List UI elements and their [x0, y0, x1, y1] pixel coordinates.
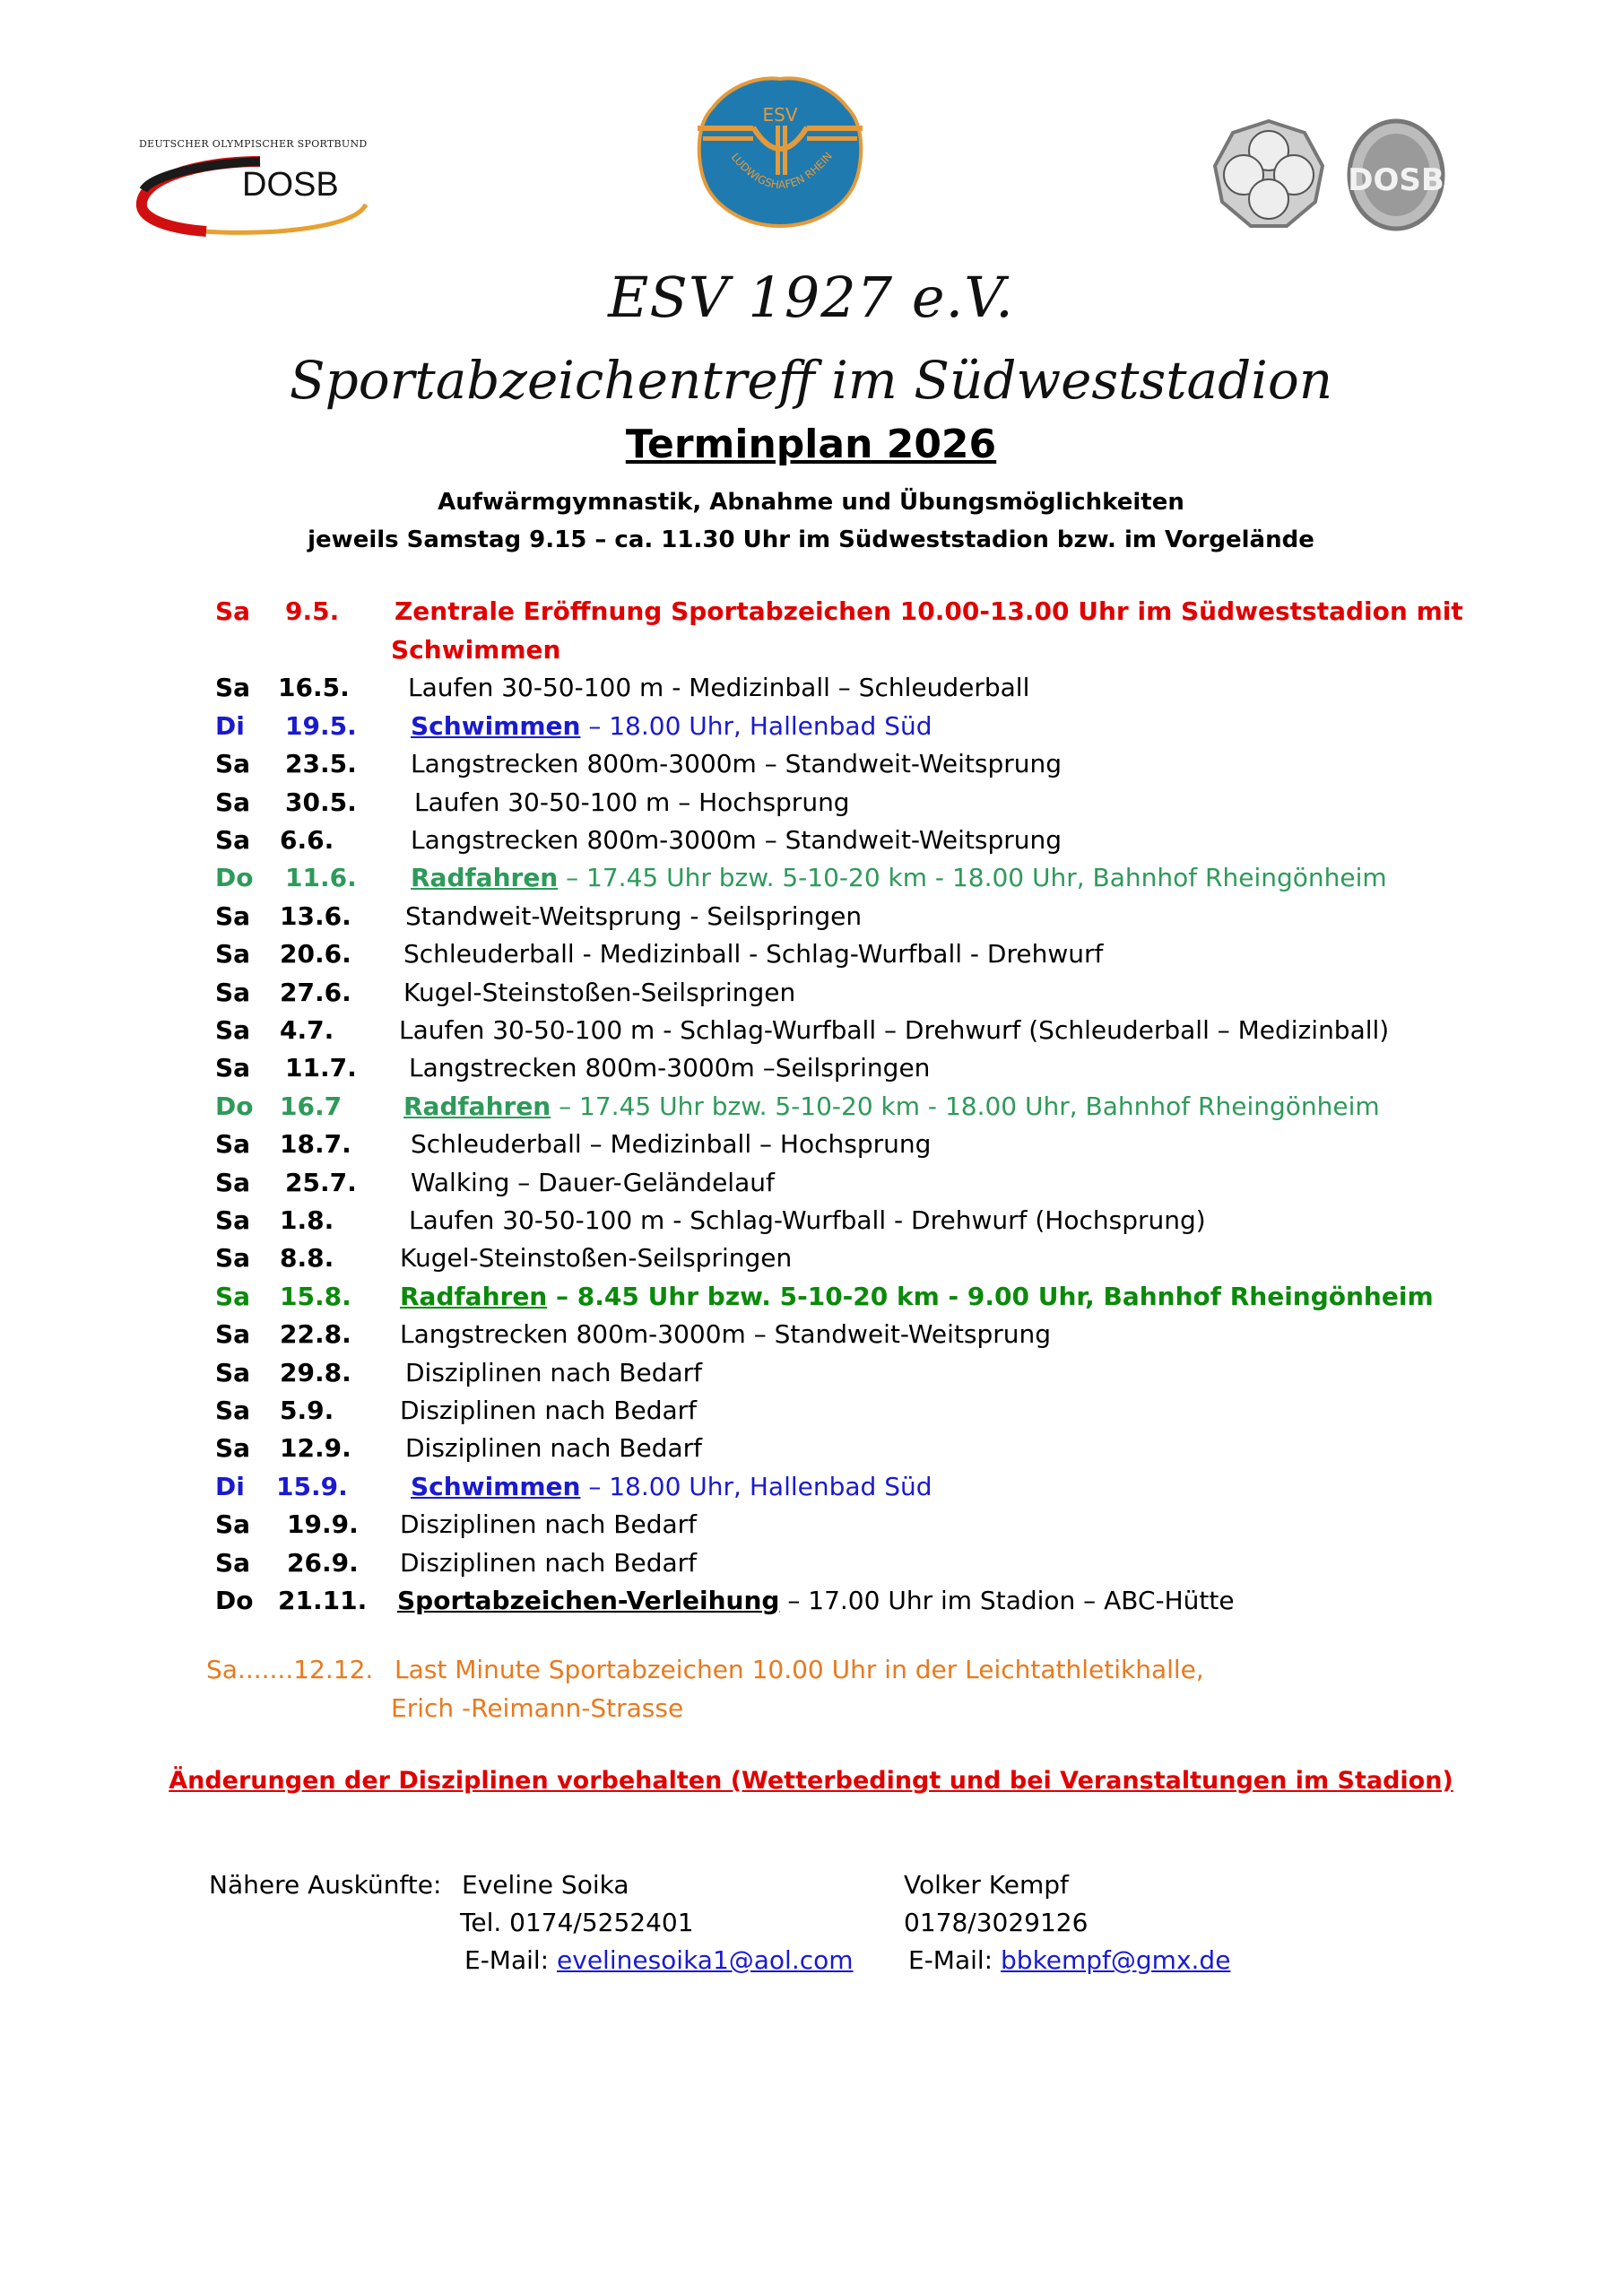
schedule-day: Sa	[215, 1015, 251, 1045]
schedule-date: 5.9.	[280, 1396, 334, 1425]
schedule-text: Laufen 30-50-100 m - Schlag-Wurfball - Drehwurf (Hochsprung)	[409, 1205, 1206, 1235]
schedule-date: 8.8.	[280, 1243, 334, 1274]
schedule-day: Sa	[215, 1547, 251, 1578]
schedule-date: 15.8.	[280, 1281, 351, 1311]
schedule-text: Langstrecken 800m-3000m – Standweit-Weitsprung	[411, 749, 1063, 779]
schedule-day: Sa	[215, 749, 251, 779]
schedule-highlight-link: Schwimmen	[411, 1471, 581, 1501]
schedule-day: Sa	[215, 900, 251, 931]
schedule-description	[403, 978, 795, 1007]
schedule-row	[0, 1472, 1622, 1509]
schedule-description	[403, 939, 1103, 969]
schedule-row	[0, 1015, 1622, 1053]
schedule-row	[0, 1168, 1622, 1205]
schedule-description	[397, 1586, 1235, 1615]
schedule-description	[411, 1472, 932, 1501]
schedule-row	[0, 1548, 1622, 1586]
intro-line-1: Aufwärmgymnastik, Abnahme und Übungsmöglichkeiten	[438, 489, 1184, 516]
schedule-description	[409, 1053, 930, 1083]
contact2-name: Volker Kempf	[904, 1870, 1069, 1900]
schedule-text: Laufen 30-50-100 m - Medizinball – Schleuderball	[408, 673, 1030, 703]
schedule-description	[395, 596, 1463, 626]
contact-label: Nähere Auskünfte:	[209, 1870, 442, 1900]
schedule-row	[0, 596, 1622, 634]
schedule-text: Disziplinen nach Bedarf	[400, 1396, 698, 1425]
schedule-day: Sa	[215, 673, 251, 703]
schedule-day: Sa	[215, 825, 251, 855]
schedule-highlight-link: Radfahren	[403, 1091, 551, 1121]
schedule-row	[0, 863, 1622, 900]
schedule-text: Disziplinen nach Bedarf	[400, 1547, 698, 1578]
schedule-date: 27.6.	[280, 977, 351, 1007]
schedule-date: 11.6.	[285, 863, 357, 893]
schedule-row	[0, 749, 1622, 787]
schedule-highlight-link: Radfahren	[411, 863, 559, 893]
schedule-day: Sa	[215, 939, 251, 970]
schedule-date: 12.9.	[280, 1433, 351, 1464]
schedule-text: Laufen 30-50-100 m – Hochsprung	[414, 787, 850, 817]
schedule-day: Sa	[215, 1319, 251, 1350]
schedule-description	[400, 1509, 697, 1539]
schedule-row	[0, 787, 1622, 825]
schedule-text: Kugel-Steinstoßen-Seilspringen	[400, 1243, 793, 1274]
schedule-text: – 17.00 Uhr im Stadion – ABC-Hütte	[779, 1586, 1235, 1615]
schedule-text: Zentrale Eröffnung Sportabzeichen 10.00-13.00 Uhr im Südweststadion mit	[395, 596, 1463, 626]
schedule-day: Sa	[215, 1205, 251, 1235]
schedule-day: Sa	[215, 1243, 251, 1274]
dosb-badge-text: DOSB	[1348, 162, 1444, 198]
schedule-text: Walking – Dauer-Geländelauf	[411, 1167, 775, 1197]
schedule-day: Di	[215, 1471, 245, 1501]
contact2-email-label: E-Mail:	[908, 1945, 993, 1975]
schedule-description	[399, 1015, 1389, 1045]
schedule-row	[0, 939, 1622, 977]
schedule-day: Do	[215, 1586, 254, 1615]
schedule-date: 19.9.	[287, 1509, 359, 1540]
schedule-description	[400, 1243, 792, 1273]
schedule-text: – 18.00 Uhr, Hallenbad Süd	[580, 710, 932, 741]
schedule-row	[0, 711, 1622, 749]
schedule-row	[0, 1282, 1622, 1319]
schedule-highlight-link: Schwimmen	[411, 710, 581, 741]
sport-badges	[1206, 117, 1457, 233]
last-minute-address: Erich -Reimann-Strasse	[391, 1693, 684, 1723]
schedule-text: Langstrecken 800m-3000m – Standweit-Weitsprung	[400, 1319, 1052, 1350]
schedule-row	[0, 1053, 1622, 1091]
schedule-day: Sa	[215, 1433, 251, 1464]
schedule-day: Sa	[215, 977, 251, 1007]
schedule-day: Sa	[215, 1281, 251, 1311]
schedule-date: 19.5.	[285, 710, 357, 741]
schedule-day: Sa	[215, 596, 251, 626]
schedule-description	[411, 825, 1062, 855]
schedule-description	[405, 1433, 702, 1463]
schedule-date: 18.7.	[280, 1129, 351, 1160]
schedule-description	[411, 749, 1062, 778]
page-title: Terminplan 2026	[625, 422, 997, 467]
contact1-name: Eveline Soika	[462, 1870, 629, 1900]
schedule-day: Sa	[215, 787, 251, 817]
schedule-row	[0, 825, 1622, 863]
schedule-date: 23.5.	[285, 749, 357, 779]
intro-line-2: jeweils Samstag 9.15 – ca. 11.30 Uhr im Südweststadion bzw. im Vorgelände	[308, 526, 1314, 553]
schedule-date: 20.6.	[280, 939, 351, 970]
changes-notice: Änderungen der Disziplinen vorbehalten (Wetterbedingt und bei Veranstaltungen im Stadion)	[169, 1767, 1453, 1795]
contact2-email-link[interactable]: bbkempf@gmx.de	[1001, 1945, 1231, 1975]
contact1-phone: Tel. 0174/5252401	[460, 1908, 694, 1937]
schedule-row	[0, 673, 1622, 710]
schedule-description	[400, 1548, 697, 1578]
schedule-day: Do	[215, 863, 254, 893]
schedule-description	[400, 1319, 1051, 1349]
club-subtitle: Sportabzeichentreff im Südweststadion	[289, 350, 1333, 411]
schedule-day: Sa	[215, 1167, 251, 1197]
schedule-row	[0, 978, 1622, 1015]
schedule-description	[408, 673, 1029, 702]
last-minute-text: Last Minute Sportabzeichen 10.00 Uhr in der Leichtathletikhalle,	[395, 1655, 1204, 1684]
schedule-date: 15.9.	[276, 1471, 348, 1501]
schedule-date: 16.5.	[278, 673, 350, 703]
dosb-logo-name: DEUTSCHER OLYMPISCHER SPORTBUND	[139, 138, 368, 150]
schedule-row	[0, 1586, 1622, 1623]
schedule-date: 4.7.	[280, 1015, 334, 1045]
schedule-day: Sa	[215, 1357, 251, 1387]
schedule-text: Standweit-Weitsprung - Seilspringen	[405, 900, 863, 931]
schedule-date: 29.8.	[280, 1357, 351, 1387]
contact2-phone: 0178/3029126	[904, 1908, 1089, 1937]
schedule-highlight-link: Radfahren	[400, 1281, 548, 1311]
esv-logo-ring: LUDWIGSHAFEN RHEIN	[728, 149, 836, 192]
schedule-description	[411, 711, 932, 741]
schedule-continuation: Schwimmen	[391, 635, 561, 665]
schedule-description	[405, 901, 862, 931]
schedule-text: Langstrecken 800m-3000m –Seilspringen	[409, 1053, 931, 1083]
schedule-description	[400, 1282, 1434, 1311]
schedule-text: Disziplinen nach Bedarf	[405, 1357, 703, 1387]
schedule-row	[0, 1509, 1622, 1547]
schedule-row	[0, 1319, 1622, 1357]
dosb-logo-abbr: DOSB	[242, 166, 339, 204]
schedule-description	[411, 863, 1387, 892]
schedule-day: Di	[215, 710, 245, 741]
schedule-day: Sa	[215, 1129, 251, 1160]
esv-logo-text: ESV	[762, 104, 798, 126]
schedule-text: Schleuderball - Medizinball - Schlag-Wurfball - Drehwurf	[403, 939, 1104, 970]
schedule-row	[0, 1243, 1622, 1281]
schedule-row	[0, 1396, 1622, 1433]
contact1-email-link[interactable]: evelinesoika1@aol.com	[557, 1945, 854, 1975]
schedule-date: 25.7.	[285, 1167, 357, 1197]
schedule-date: 1.8.	[280, 1205, 334, 1235]
schedule-description	[405, 1358, 702, 1387]
schedule-row	[0, 1129, 1622, 1167]
schedule-day: Sa	[215, 1396, 251, 1425]
schedule-day: Sa	[215, 1053, 251, 1083]
schedule-date: 30.5.	[285, 787, 357, 817]
schedule-row	[0, 1091, 1622, 1129]
schedule-text: – 17.45 Uhr bzw. 5-10-20 km - 18.00 Uhr, Bahnhof Rheingönheim	[551, 1091, 1380, 1121]
schedule-row	[0, 1205, 1622, 1243]
schedule-date: 6.6.	[280, 825, 334, 855]
schedule-text: Laufen 30-50-100 m - Schlag-Wurfball – Drehwurf (Schleuderball – Medizinball)	[399, 1015, 1390, 1045]
schedule-text: Schleuderball – Medizinball – Hochsprung	[411, 1129, 932, 1160]
schedule-description	[411, 1168, 775, 1197]
contact1-email-label: E-Mail:	[464, 1945, 550, 1975]
schedule-highlight-link: Sportabzeichen-Verleihung	[397, 1586, 780, 1615]
schedule-date: 21.11.	[278, 1586, 368, 1615]
esv-club-logo	[690, 72, 870, 233]
schedule-day: Do	[215, 1091, 254, 1121]
schedule-text: Disziplinen nach Bedarf	[405, 1433, 703, 1464]
schedule-date: 13.6.	[280, 900, 351, 931]
schedule-row	[0, 901, 1622, 939]
schedule-date: 9.5.	[285, 596, 340, 626]
schedule-description	[411, 1129, 931, 1159]
schedule-text: Langstrecken 800m-3000m – Standweit-Weitsprung	[411, 825, 1063, 855]
last-minute-date: Sa.......12.12.	[206, 1655, 374, 1684]
schedule-row	[0, 1433, 1622, 1471]
schedule-description	[414, 787, 850, 817]
schedule-date: 26.9.	[287, 1547, 359, 1578]
schedule-day: Sa	[215, 1509, 251, 1540]
schedule-text: Disziplinen nach Bedarf	[400, 1509, 698, 1540]
schedule-description	[409, 1205, 1206, 1235]
schedule-text: Kugel-Steinstoßen-Seilspringen	[403, 977, 796, 1007]
schedule-description	[403, 1091, 1380, 1121]
club-title: ESV 1927 e.V.	[608, 265, 1014, 330]
schedule-row	[0, 1358, 1622, 1396]
schedule-text: – 8.45 Uhr bzw. 5-10-20 km - 9.00 Uhr, Bahnhof Rheingönheim	[547, 1281, 1434, 1311]
schedule-text: – 17.45 Uhr bzw. 5-10-20 km - 18.00 Uhr, Bahnhof Rheingönheim	[558, 863, 1387, 893]
schedule-date: 22.8.	[280, 1319, 351, 1350]
schedule-date: 16.7	[280, 1091, 343, 1121]
schedule-description	[400, 1396, 697, 1425]
schedule-date: 11.7.	[285, 1053, 357, 1083]
dosb-logo	[134, 135, 372, 238]
schedule-text: – 18.00 Uhr, Hallenbad Süd	[580, 1471, 932, 1501]
